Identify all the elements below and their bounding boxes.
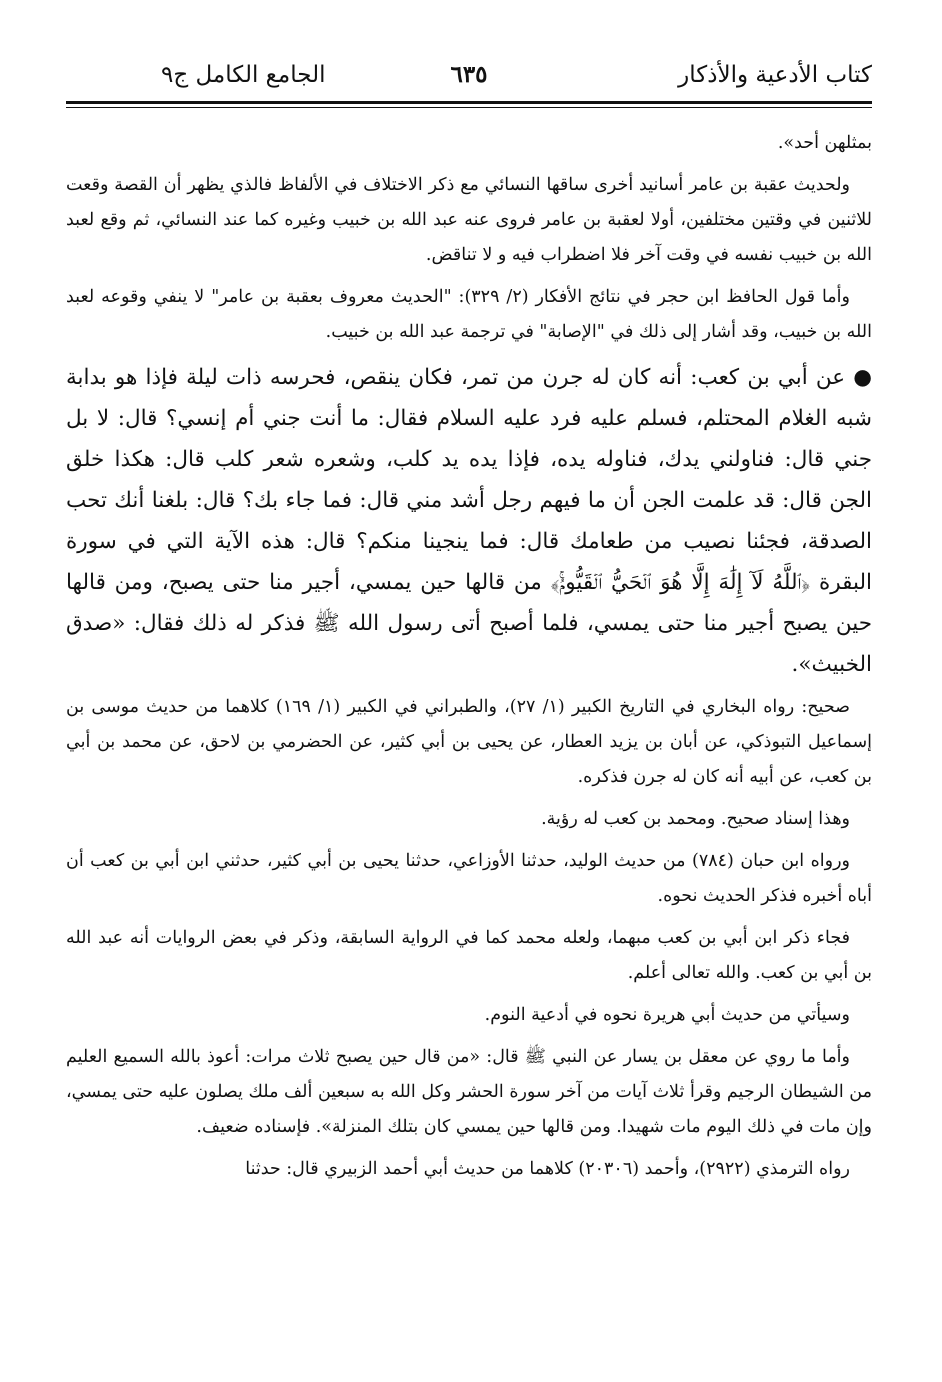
paragraph-commentary: ورواه ابن حبان (٧٨٤) من حديث الوليد، حدثنا الأوزاعي، حدثنا يحيى بن أبي كثير، حدثني ابن أبي بن كعب أن أباه أخبره فذكر الحديث نحوه. [66,851,872,906]
hadith-text: ● عن أبي بن كعب: أنه كان له جرن من تمر، فكان ينقص، فحرسه ذات ليلة فإذا هو بدابة شبه الغلام المحتلم، فسلم عليه فرد عليه السلام فقال: ما أنت جني أم إنسي؟ قال: لا بل جني قال: فناولني يدك، فناوله يده، فإذا يده يد كلب، وشعره شعر كلب قال: هكذا خلق الجن قال: قد علمت الجن أن ما فيهم رجل أشد مني قال: فما جاء بك؟ قال: بلغنا أنك تحب الصدقة، فجئنا نصيب من طعامك قال: فما ينجينا منكم؟ قال: هذه الآية التي في سورة البقرة ﴿ٱللَّهُ لَآ إِلَٰهَ إِلَّا هُوَ ٱلۡحَيُّ ٱلۡقَيُّومُۚ﴾ من قالها حين يمسي، أجير منا حتى يصبح، ومن قالها حين يصبح أجير منا حتى يمسي، فلما أصبح أتى رسول الله ﷺ فذكر له ذلك فقال: «صدق الخبيث». [66,365,872,677]
paragraph-commentary: وأما قول الحافظ ابن حجر في نتائج الأفكار (٢/ ٣٢٩): "الحديث معروف بعقبة بن عامر" لا ينفي وقوعه لعبد الله بن خبيب، وقد أشار إلى ذلك في "الإصابة" في ترجمة عبد الله بن خبيب. [66,287,872,342]
paragraph-commentary: وسيأتي من حديث أبي هريرة نحوه في أدعية النوم. [484,1005,850,1025]
page-header [66,0,872,104]
paragraph-continuation: بمثلهن أحد». [777,133,872,153]
chapter-title: كتاب الأدعية والأذكار [678,62,872,88]
paragraph-commentary: ولحديث عقبة بن عامر أسانيد أخرى ساقها النسائي مع ذكر الاختلاف في الألفاظ فالذي يظهر أن القصة وقعت للاثنين في وقتين مختلفين، أولا لعقبة بن عامر فروى عنه عبد الله بن خبيب وغيره كما عند النسائي، ثم وقع لعبد الله بن خبيب نفسه في وقت آخر فلا اضطراب فيه و لا تناقض. [66,175,872,265]
paragraph-commentary: وأما ما روي عن معقل بن يسار عن النبي ﷺ قال: «من قال حين يصبح ثلاث مرات: أعوذ بالله السميع العليم من الشيطان الرجيم وقرأ ثلاث آيات من آخر سورة الحشر وكل الله به سبعين ألف ملك يصلون عليه حتى يمسي، وإن مات في ذلك اليوم مات شهيدا. ومن قالها حين يمسي كان بتلك المنزلة». فإسناده ضعيف. [66,1047,872,1137]
book-title: الجامع الكامل ج٩ [161,62,326,88]
page-body [66,126,872,1187]
paragraph-takhrij: رواه الترمذي (٢٩٢٢)، وأحمد (٢٠٣٠٦) كلاهما من حديث أبي أحمد الزبيري قال: حدثنا [245,1159,850,1179]
header-rule-thick [66,101,872,104]
header-rule-thin [66,107,872,108]
paragraph-commentary: وهذا إسناد صحيح. ومحمد بن كعب له رؤية. [541,809,850,829]
paragraph-takhrij: صحيح: رواه البخاري في التاريخ الكبير (١/ ٢٧)، والطبراني في الكبير (١/ ١٦٩) كلاهما من حديث موسى بن إسماعيل التبوذكي، عن أبان بن يزيد العطار، عن يحيى بن أبي كثير، عن الحضرمي بن لاحق، عن محمد بن أبي بن كعب، عن أبيه أنه كان له جرن فذكره. [66,697,872,787]
paragraph-commentary: فجاء ذكر ابن أبي بن كعب مبهما، ولعله محمد كما في الرواية السابقة، وذكر في بعض الروايات أنه عبد الله بن أبي بن كعب. والله تعالى أعلم. [66,928,872,983]
page-number: ٦٣٥ [450,61,488,88]
